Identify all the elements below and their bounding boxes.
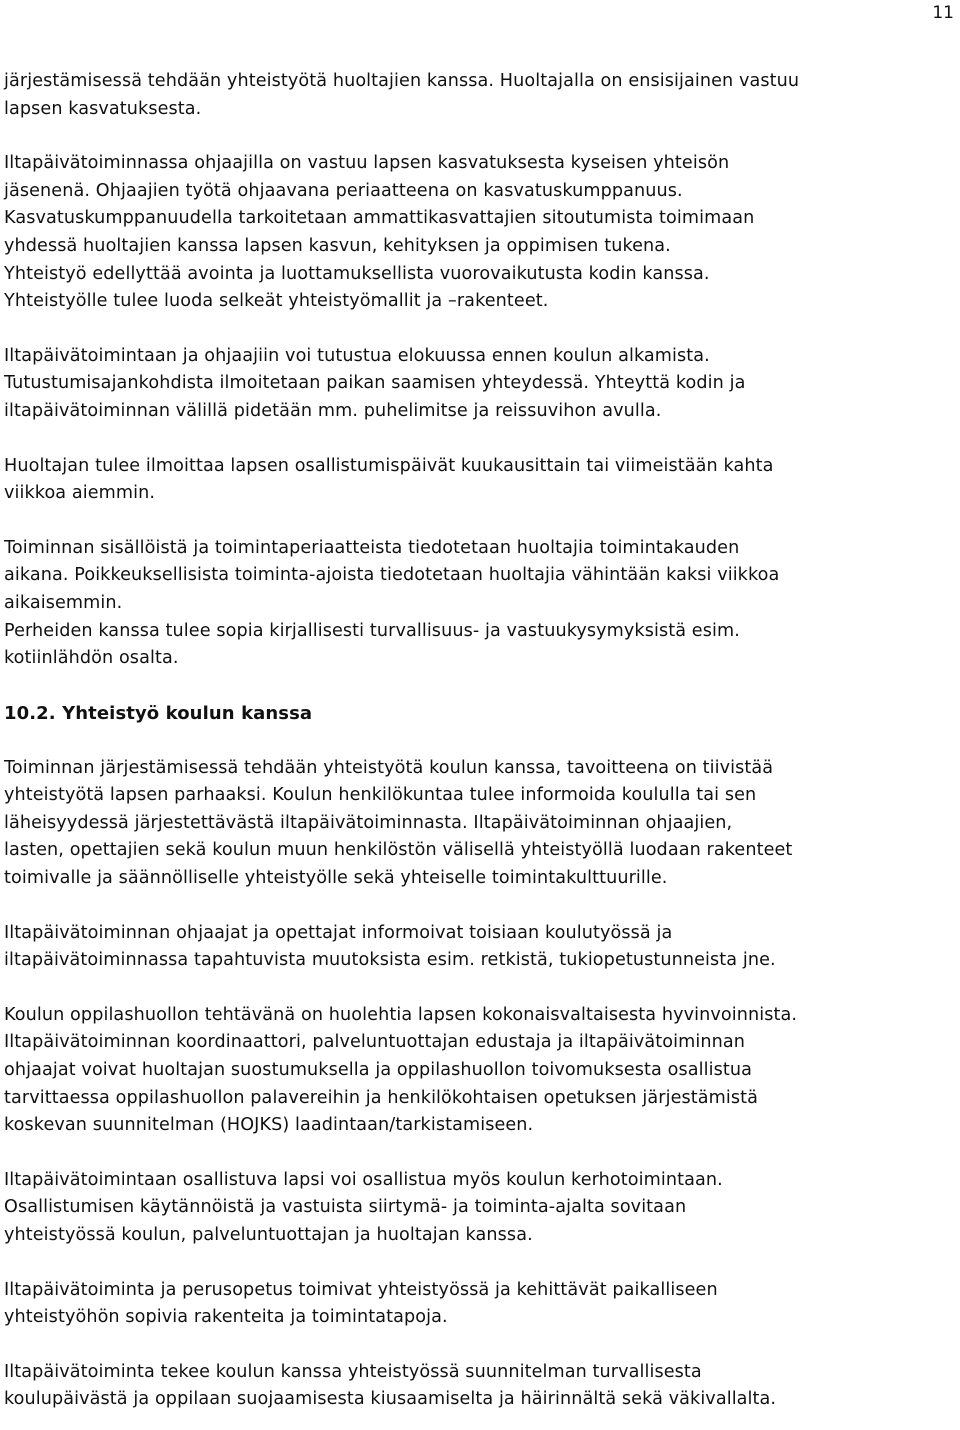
text-line: Perheiden kanssa tulee sopia kirjallisesti turvallisuus- ja vastuukysymyksistä esim. [4,620,740,641]
paragraph [4,150,954,316]
text-line: yhteistyötä lapsen parhaaksi. Koulun henkilökuntaa tulee informoida koululla tai sen [4,785,757,806]
paragraph-spacer [4,673,954,700]
paragraph [4,755,954,893]
text-line: Tutustumisajankohdista ilmoitetaan paikan saamisen yhteydessä. Yhteyttä kodin ja [4,373,746,394]
paragraph [4,1167,954,1250]
text-line: Toiminnan sisällöistä ja toimintaperiaatteista tiedotetaan huoltajia toimintakauden [4,537,740,558]
paragraph-spacer [4,1250,954,1277]
paragraph [4,453,954,508]
text-line: jäsenenä. Ohjaajien työtä ohjaavana periaatteena on kasvatuskumppanuus. [4,180,683,201]
section-heading: 10.2. Yhteistyö koulun kanssa [4,702,313,724]
paragraph [4,343,954,426]
paragraph-spacer [4,1332,954,1359]
text-line: tarvittaessa oppilashuollon palavereihin ja henkilökohtaisen opetuksen järjestämistä [4,1087,759,1108]
text-line: Koulun oppilashuollon tehtävänä on huolehtia lapsen kokonaisvaltaisesta hyvinvoinnista. [4,1004,798,1025]
text-line: ohjaajat voivat huoltajan suostumuksella ja oppilashuollon toivomuksesta osallistua [4,1060,752,1081]
paragraph [4,535,954,673]
text-line: iltapäivätoiminnassa tapahtuvista muutoksista esim. retkistä, tukiopetustunneista jne. [4,950,776,971]
text-line: aikana. Poikkeuksellisista toiminta-ajoista tiedotetaan huoltajia vähintään kaksi viikkoa [4,565,780,586]
text-line: kotiinlähdön osalta. [4,648,179,669]
paragraph-spacer [4,426,954,453]
text-line: lasten, opettajien sekä koulun muun henkilöstön välisellä yhteistyöllä luodaan rakenteet [4,840,793,861]
paragraph [4,68,954,123]
paragraph [4,920,954,975]
text-line: Iltapäivätoimintaan ja ohjaajiin voi tutustua elokuussa ennen koulun alkamista. [4,345,710,366]
text-line: yhteistyöhön sopivia rakenteita ja toimintatapoja. [4,1307,448,1328]
text-line: koskevan suunnitelman (HOJKS) laadintaan/tarkistamiseen. [4,1115,534,1136]
paragraph-spacer [4,316,954,343]
paragraph [4,1002,954,1140]
text-line: Kasvatuskumppanuudella tarkoitetaan ammattikasvattajien sitoutumista toimimaan [4,208,755,229]
text-line: Iltapäivätoiminnan ohjaajat ja opettajat informoivat toisiaan koulutyössä ja [4,922,673,943]
text-line: aikaisemmin. [4,592,123,613]
text-line: Iltapäivätoiminnassa ohjaajilla on vastuu lapsen kasvatuksesta kyseisen yhteisön [4,153,730,174]
text-line: Osallistumisen käytännöistä ja vastuista siirtymä- ja toiminta-ajalta sovitaan [4,1197,687,1218]
text-line: yhteistyössä koulun, palveluntuottajan ja huoltajan kanssa. [4,1225,533,1245]
paragraph-spacer [4,508,954,535]
paragraph-spacer [4,975,954,1002]
text-line: iltapäivätoiminnan välillä pidetään mm. puhelimitse ja reissuvihon avulla. [4,400,662,421]
text-line: Yhteistyö edellyttää avointa ja luottamuksellista vuorovaikutusta kodin kanssa. [4,263,710,284]
text-line: Yhteistyölle tulee luoda selkeät yhteistyömallit ja –rakenteet. [4,291,549,312]
paragraph [4,1277,954,1332]
paragraph [4,1359,954,1414]
text-line: Iltapäivätoimintaan osallistuva lapsi voi osallistua myös koulun kerhotoimintaan. [4,1169,723,1190]
text-line: Huoltajan tulee ilmoittaa lapsen osallistumispäivät kuukausittain tai viimeistään kahta [4,455,774,476]
paragraph-spacer [4,728,954,755]
text-line: toimivalle ja säännölliselle yhteistyölle sekä yhteiselle toimintakulttuurille. [4,868,668,889]
text-line: järjestämisessä tehdään yhteistyötä huoltajien kanssa. Huoltajalla on ensisijainen vastuu [4,71,800,91]
paragraph-spacer [4,123,954,150]
text-line: koulupäivästä ja oppilaan suojaamisesta kiusaamiselta ja häirinnältä sekä väkivallalta. [4,1389,777,1410]
paragraph-spacer [4,893,954,920]
text-line: Toiminnan järjestämisessä tehdään yhteistyötä koulun kanssa, tavoitteena on tiivistää [4,757,774,778]
paragraph-spacer [4,1140,954,1167]
text-line: Iltapäivätoiminta tekee koulun kanssa yhteistyössä suunnitelman turvallisesta [4,1361,702,1382]
text-line: viikkoa aiemmin. [4,483,156,504]
text-line: läheisyydessä järjestettävästä iltapäivätoiminnasta. Iltapäivätoiminnan ohjaajien, [4,812,733,833]
page-number: 11 [932,3,954,23]
text-line: yhdessä huoltajien kanssa lapsen kasvun, kehityksen ja oppimisen tukena. [4,235,671,256]
text-line: Iltapäivätoiminta ja perusopetus toimivat yhteistyössä ja kehittävät paikalliseen [4,1279,718,1300]
text-line: Iltapäivätoiminnan koordinaattori, palveluntuottajan edustaja ja iltapäivätoiminnan [4,1032,746,1053]
text-line: lapsen kasvatuksesta. [4,98,202,119]
document-body [4,68,954,1414]
